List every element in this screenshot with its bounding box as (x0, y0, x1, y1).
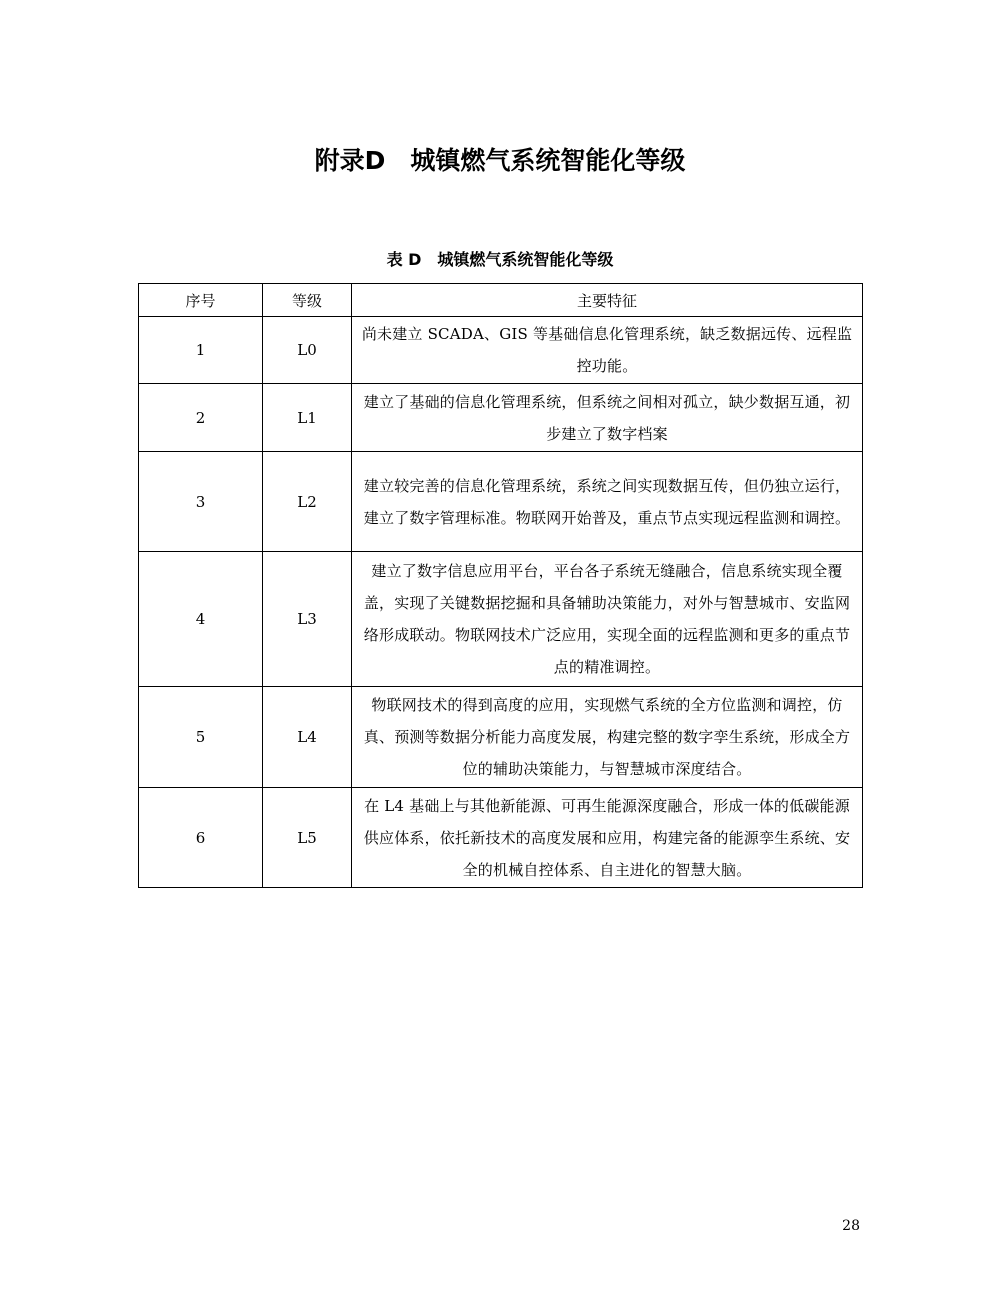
cell-grade: L5 (263, 788, 352, 888)
table-row (139, 687, 863, 788)
cell-features: 物联网技术的得到高度的应用，实现燃气系统的全方位监测和调控，仿真、预测等数据分析能力高度发展，构建完整的数字孪生系统，形成全方位的辅助决策能力，与智慧城市深度结合。 (352, 687, 863, 788)
cell-seq: 6 (139, 788, 263, 888)
cell-seq: 5 (139, 687, 263, 788)
cell-seq: 4 (139, 552, 263, 687)
header-features: 主要特征 (352, 284, 863, 317)
cell-seq: 2 (139, 384, 263, 452)
table-caption: 表 D 城镇燃气系统智能化等级 (386, 250, 614, 269)
cell-seq: 1 (139, 317, 263, 384)
cell-features: 建立较完善的信息化管理系统，系统之间实现数据互传，但仍独立运行，建立了数字管理标准。物联网开始普及，重点节点实现远程监测和调控。 (352, 452, 863, 552)
cell-grade: L0 (263, 317, 352, 384)
cell-grade: L2 (263, 452, 352, 552)
page-number: 28 (842, 1218, 860, 1234)
cell-seq: 3 (139, 452, 263, 552)
table-row (139, 788, 863, 888)
table-row (139, 452, 863, 552)
cell-grade: L3 (263, 552, 352, 687)
cell-features: 尚未建立 SCADA、GIS 等基础信息化管理系统，缺乏数据远传、远程监控功能。 (352, 317, 863, 384)
table-row (139, 552, 863, 687)
cell-features: 在 L4 基础上与其他新能源、可再生能源深度融合，形成一体的低碳能源供应体系，依托新技术的高度发展和应用，构建完备的能源孪生系统、安全的机械自控体系、自主进化的智慧大脑。 (352, 788, 863, 888)
table-header-row (139, 284, 863, 317)
cell-grade: L1 (263, 384, 352, 452)
intelligence-grade-table (138, 283, 863, 888)
header-seq: 序号 (139, 284, 263, 317)
table-row (139, 384, 863, 452)
cell-grade: L4 (263, 687, 352, 788)
header-grade: 等级 (263, 284, 352, 317)
cell-features: 建立了基础的信息化管理系统，但系统之间相对孤立，缺少数据互通，初步建立了数字档案 (352, 384, 863, 452)
cell-features: 建立了数字信息应用平台，平台各子系统无缝融合，信息系统实现全覆盖，实现了关键数据挖掘和具备辅助决策能力，对外与智慧城市、安监网络形成联动。物联网技术广泛应用，实现全面的远程监测和更多的重点节点的精准调控。 (352, 552, 863, 687)
table-row (139, 317, 863, 384)
page-heading: 附录D 城镇燃气系统智能化等级 (314, 146, 686, 175)
